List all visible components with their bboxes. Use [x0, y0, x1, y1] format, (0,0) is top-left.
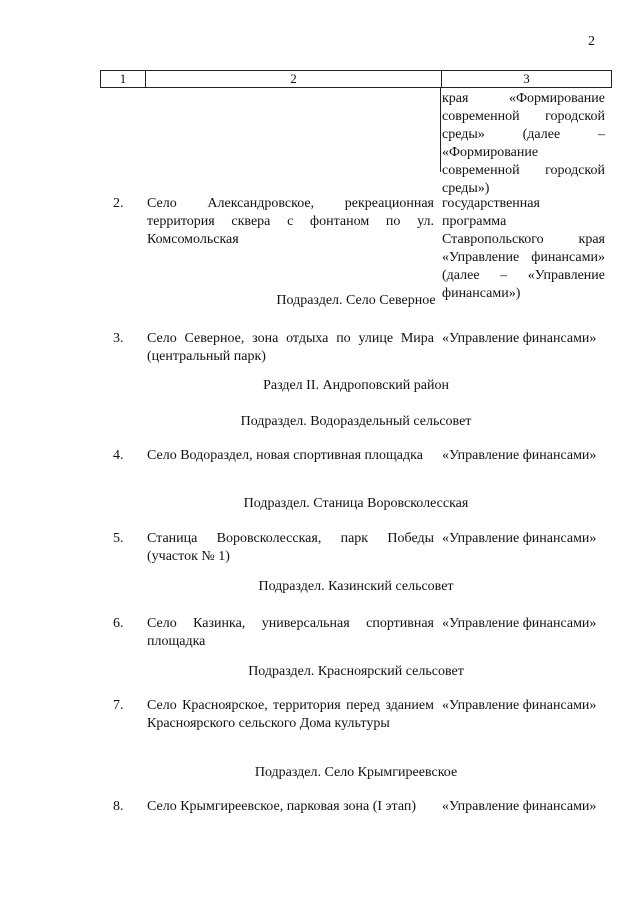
row-program: «Управление финансами»	[442, 331, 597, 346]
subsection-heading: Подраздел. Казинский сельсовет	[258, 579, 454, 594]
row-place: Село Красноярское, территория перед зданием Красноярского сельского Дома культуры	[147, 698, 434, 731]
section-heading: Раздел II. Андроповский район	[263, 378, 449, 393]
row-number: 7.	[113, 698, 124, 713]
table-header	[100, 70, 612, 88]
row-place: Село Северное, зона отдыха по улице Мира (центральный парк)	[147, 331, 434, 364]
continued-program-text: края «Формирование современной городской среды» (далее – «Формирование современной городской среды»)	[442, 91, 605, 196]
header-col-2: 2	[146, 71, 442, 87]
row-program: «Управление финансами»	[442, 799, 597, 814]
subsection-heading: Подраздел. Водораздельный сельсовет	[240, 414, 472, 429]
row-number: 8.	[113, 799, 124, 814]
subsection-heading: Подраздел. Красноярский сельсовет	[248, 664, 464, 679]
row-place: Село Александровское, рекреационная территория сквера с фонтаном по ул. Комсомольская	[147, 196, 434, 247]
row-place: Село Казинка, универсальная спортивная площадка	[147, 616, 434, 649]
row-place: Станица Воровсколесская, парк Победы (участок № 1)	[147, 531, 434, 564]
row-number: 3.	[113, 331, 124, 346]
row-place: Село Крымгиреевское, парковая зона (I этап)	[147, 799, 417, 814]
row-program: «Управление финансами»	[442, 616, 597, 631]
subsection-heading: Подраздел. Станица Воровсколесская	[243, 496, 469, 511]
row-number: 6.	[113, 616, 124, 631]
row-place: Село Водораздел, новая спортивная площадка	[147, 448, 423, 463]
row-program: государственная программа Ставропольского края «Управление финансами» (далее – «Управление финансами»)	[442, 196, 605, 301]
subsection-heading: Подраздел. Село Крымгиреевское	[254, 765, 458, 780]
row-number: 5.	[113, 531, 124, 546]
page-number: 2	[588, 34, 595, 49]
row-number: 2.	[113, 196, 124, 211]
header-col-1: 1	[101, 71, 146, 87]
row-program: «Управление финансами»	[442, 698, 597, 713]
subsection-heading: Подраздел. Село Северное	[276, 293, 436, 308]
column-divider	[440, 88, 441, 172]
row-program: «Управление финансами»	[442, 531, 597, 546]
row-program: «Управление финансами»	[442, 448, 597, 463]
row-number: 4.	[113, 448, 124, 463]
header-col-3: 3	[523, 71, 530, 86]
